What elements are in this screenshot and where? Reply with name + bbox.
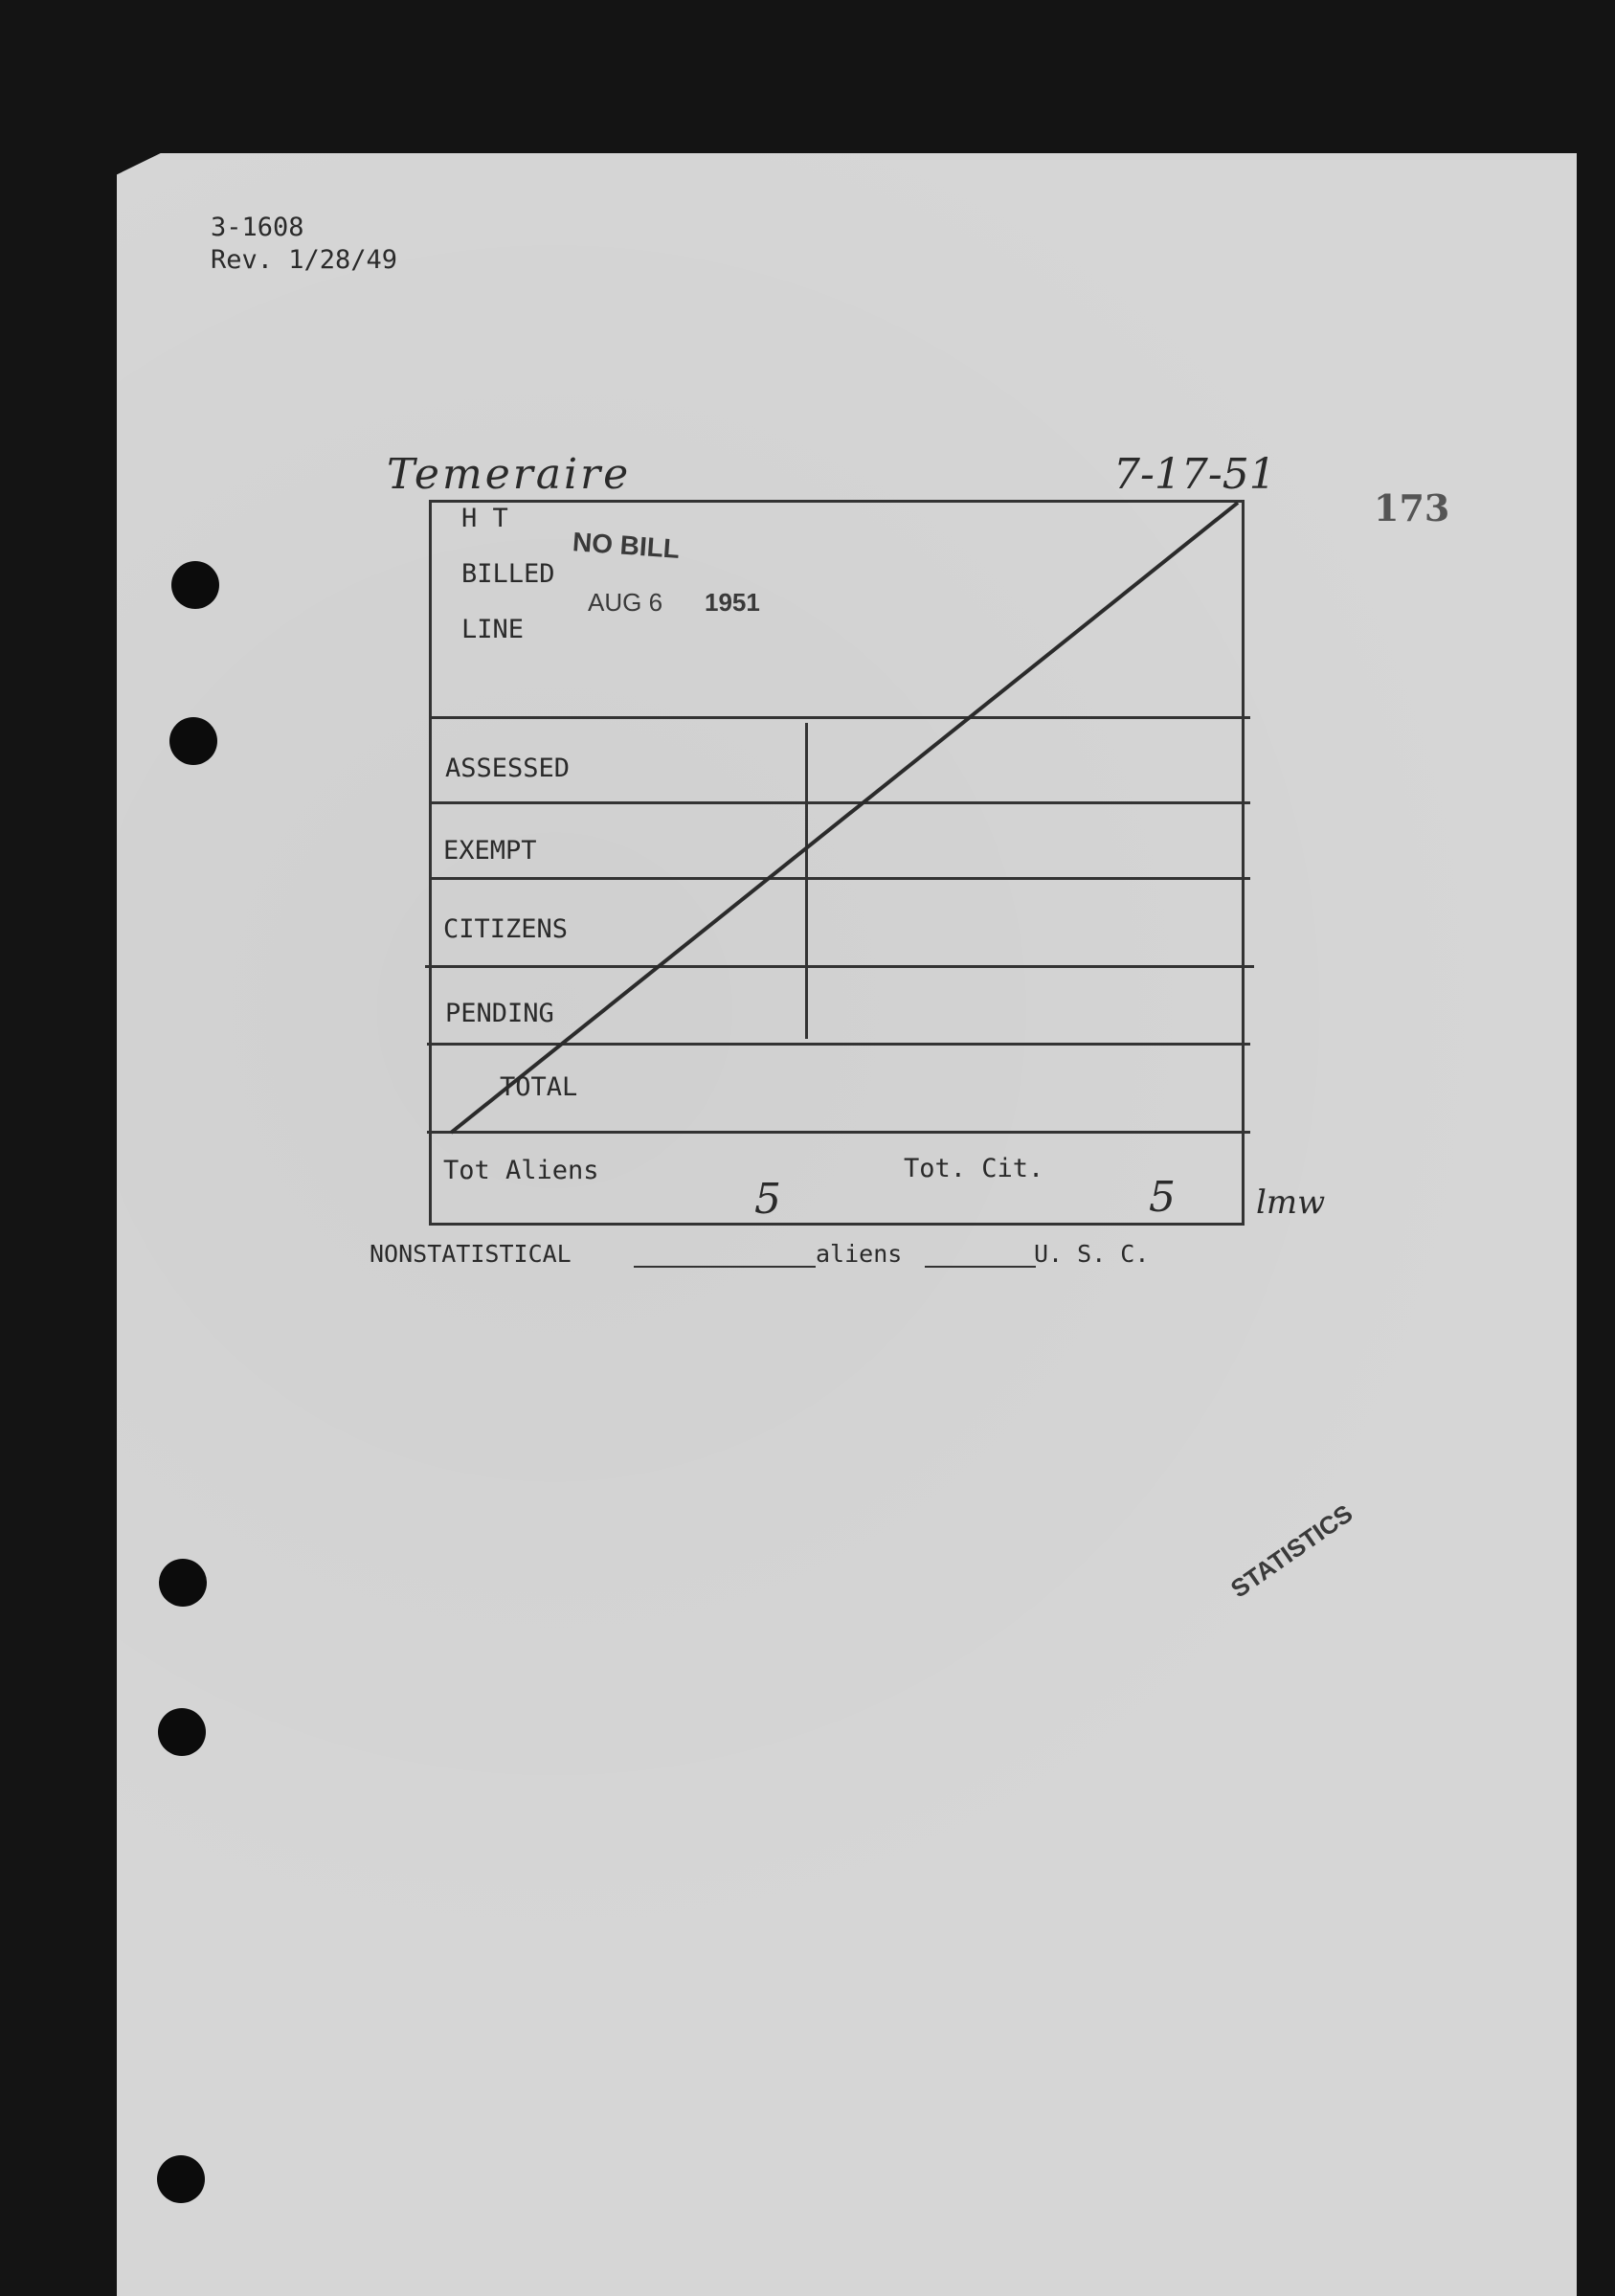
stamp-date-year: 1951 (705, 588, 760, 617)
initials: lmw (1256, 1183, 1326, 1222)
vessel-name: Temeraire (387, 450, 632, 499)
label-billed: BILLED (461, 559, 555, 589)
form-revision: Rev. 1/28/49 (211, 245, 398, 275)
usc-label: U. S. C. (1034, 1240, 1150, 1268)
tot-aliens-value: 5 (754, 1175, 781, 1224)
tot-cit-value: 5 (1149, 1173, 1176, 1222)
aliens-blank (925, 1266, 1036, 1268)
aliens-label: aliens (816, 1240, 903, 1268)
nonstatistical-blank (634, 1266, 816, 1268)
form-number: 3-1608 (211, 213, 304, 242)
page-number: 173 (1374, 486, 1450, 529)
label-total: TOTAL (500, 1072, 578, 1102)
label-tot-cit: Tot. Cit. (904, 1154, 1044, 1183)
label-ht: H T (461, 504, 508, 533)
label-assessed: ASSESSED (445, 754, 571, 783)
label-tot-aliens: Tot Aliens (443, 1156, 599, 1185)
label-line: LINE (461, 615, 525, 644)
label-citizens: CITIZENS (443, 914, 569, 944)
arrival-date: 7-17-51 (1113, 450, 1276, 499)
label-pending: PENDING (445, 999, 554, 1028)
label-exempt: EXEMPT (443, 836, 537, 866)
nonstatistical-label: NONSTATISTICAL (370, 1240, 572, 1268)
no-bill-stamp: NO BILL (572, 527, 681, 564)
stamp-date-month: AUG 6 (588, 588, 663, 617)
statistics-stamp: STATISTICS (1225, 1498, 1358, 1604)
